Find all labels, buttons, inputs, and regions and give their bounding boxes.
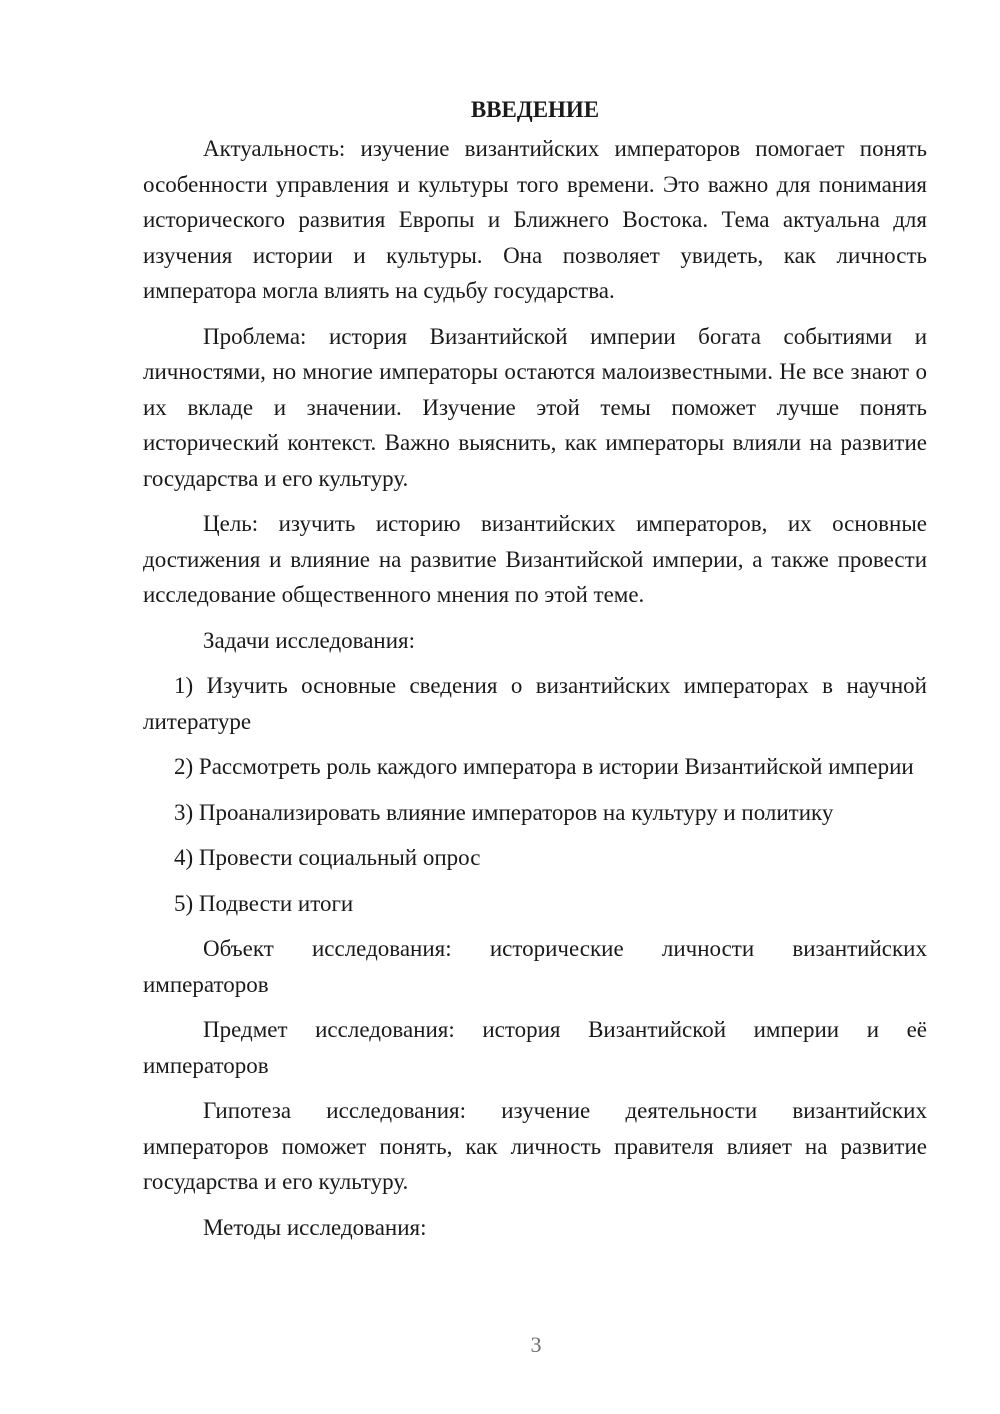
- paragraph-hypothesis: Гипотеза исследования: изучение деятельности византийских императоров поможет понять, как личность правителя влияет на развитие государства и его культуру.: [143, 1098, 927, 1194]
- page-title: ВВЕДЕНИЕ: [470, 97, 600, 122]
- task-item-2: 2) Рассмотреть роль каждого императора в истории Византийской империи: [174, 754, 914, 779]
- methods-heading: Методы исследования:: [203, 1214, 427, 1240]
- paragraph-goal: Цель: изучить историю византийских императоров, их основные достижения и влияние на развитие Византийской империи, а также провести исследование общественного мнения по этой теме.: [143, 511, 927, 607]
- paragraph-object: Объект исследования: исторические личности византийских императоров: [143, 936, 927, 997]
- paragraph-subject: Предмет исследования: история Византийской империи и её императоров: [143, 1017, 927, 1078]
- task-item-3: 3) Проанализировать влияние императоров на культуру и политику: [174, 799, 834, 825]
- page-number: 3: [530, 1332, 542, 1357]
- document-body: [143, 92, 927, 1255]
- task-item-5: 5) Подвести итоги: [174, 890, 354, 916]
- tasks-heading: Задачи исследования:: [203, 627, 416, 653]
- paragraph-problem: Проблема: история Византийской империи богата событиями и личностями, но многие императоры остаются малоизвестными. Не все знают о их вкладе и значении. Изучение этой темы поможет лучше понять исторический контекст. Важно выяснить, как императоры влияли на развитие государства и его культуру.: [143, 323, 927, 491]
- task-item-4: 4) Провести социальный опрос: [174, 845, 481, 870]
- task-item-1: 1) Изучить основные сведения о византийских императорах в научной литературе: [143, 673, 927, 734]
- paragraph-relevance: Актуальность: изучение византийских императоров помогает понять особенности управления и культуры того времени. Это важно для понимания исторического развития Европы и Ближнего Востока. Тема актуальна для изучения истории и культуры. Она позволяет увидеть, как личность императора могла влиять на судьбу государства.: [143, 136, 927, 303]
